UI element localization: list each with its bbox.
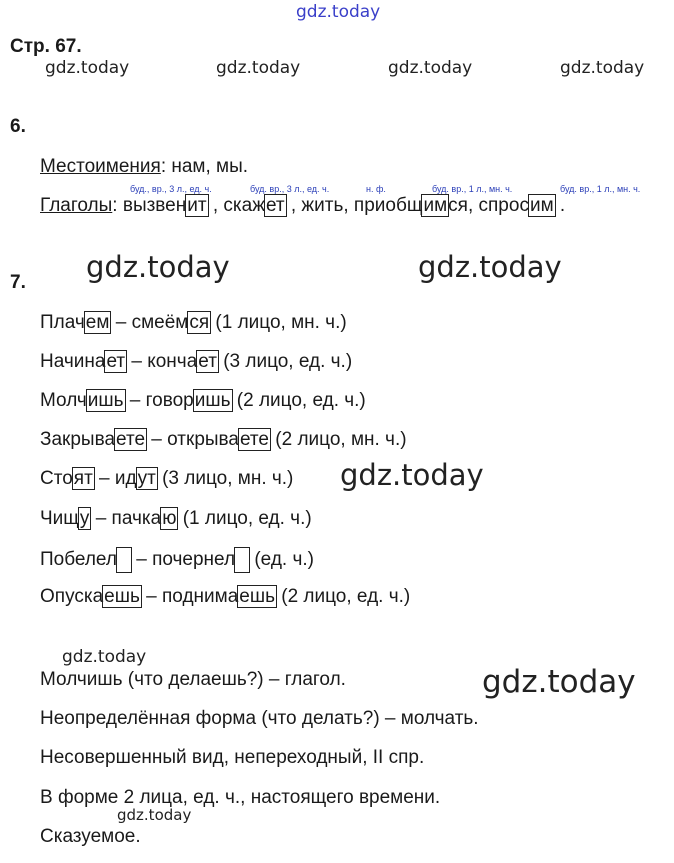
annotation: буд., вр., 3 л., ед. ч.	[130, 184, 212, 194]
verb-stem: вызвен	[122, 195, 187, 216]
ending-box: ишь	[194, 390, 231, 411]
grammar-note: (3 лицо, мн. ч.)	[156, 468, 294, 489]
verb-stem: поднима	[162, 586, 239, 607]
verb	[354, 195, 468, 216]
dash: –	[93, 468, 115, 489]
dash: –	[130, 549, 153, 571]
watermark: gdz.today	[216, 58, 301, 78]
ending-box: ете	[116, 429, 146, 450]
analysis-line: Молчишь (что делаешь?) – глагол.	[40, 669, 346, 690]
watermark-top: gdz.today	[296, 2, 381, 22]
verb-stem: Чищ	[40, 508, 79, 529]
grammar-note: (2 лицо, мн. ч.)	[270, 429, 407, 450]
watermark: gdz.today	[418, 250, 562, 284]
watermark: gdz.today	[45, 58, 130, 78]
ending-box: ет	[198, 351, 217, 372]
dash: –	[110, 312, 132, 333]
grammar-note: (1 лицо, мн. ч.)	[210, 312, 347, 333]
dash: –	[140, 586, 162, 607]
ending-box: ит	[187, 195, 207, 216]
grammar-note: (ед. ч.)	[249, 549, 314, 571]
annotation: н. ф.	[366, 184, 386, 194]
ending-box: им	[423, 195, 448, 216]
annotation: буд. вр., 3 л., ед. ч.	[250, 184, 330, 194]
watermark: gdz.today	[86, 250, 230, 284]
separator: .	[554, 195, 566, 216]
verb-pair-row	[40, 390, 366, 412]
ending-box: ете	[240, 429, 269, 450]
verb-pair-row	[40, 312, 347, 334]
verb-pair-row	[40, 468, 293, 490]
ending-box: ем	[85, 312, 110, 333]
pronouns-label: Местоимения	[40, 156, 161, 177]
verbs-line	[40, 195, 565, 217]
grammar-note: (2 лицо, ед. ч.)	[231, 390, 366, 411]
verb-stem: приобщ	[353, 195, 423, 216]
watermark: gdz.today	[482, 664, 636, 700]
watermark: gdz.today	[560, 58, 645, 78]
verb-stem: Побелел	[40, 549, 117, 571]
task-6-number: 6.	[10, 116, 26, 137]
analysis-line: Неопределённая форма (что делать?) – молчать.	[40, 708, 479, 729]
ending-box: у	[79, 508, 90, 529]
verb-stem: Закрыва	[40, 429, 116, 450]
analysis-line: Несовершенный вид, непереходный, II спр.	[40, 747, 425, 768]
ending-box: ет	[106, 351, 126, 372]
verb-pair-row	[40, 508, 312, 530]
ending-box: ят	[73, 468, 93, 489]
ending-box: им	[529, 195, 554, 216]
verb-stem: Молч	[40, 390, 87, 411]
ending-box	[234, 547, 250, 573]
verb-stem: конча	[147, 351, 198, 372]
verb-stem: Сто	[40, 468, 73, 489]
verb-stem: говор	[145, 390, 194, 411]
ending-box	[116, 547, 132, 573]
watermark: gdz.today	[388, 58, 473, 78]
verb-stem: Опуска	[40, 586, 104, 607]
ending-box: ешь	[239, 586, 275, 607]
verb-pair-row	[40, 547, 314, 573]
separator: ,	[207, 195, 224, 216]
verb	[479, 195, 555, 216]
grammar-note: (1 лицо, ед. ч.)	[177, 508, 312, 529]
page-label: Стр. 67.	[10, 36, 82, 57]
dash: –	[90, 508, 112, 529]
dash: –	[126, 351, 148, 372]
annotation: буд. вр., 1 л., мн. ч.	[432, 184, 513, 194]
verb-stem: смеём	[131, 312, 189, 333]
grammar-note: (3 лицо, ед. ч.)	[217, 351, 353, 372]
verb	[223, 195, 285, 216]
analysis-line: Сказуемое.	[40, 826, 141, 847]
verb-stem: скаж	[223, 195, 265, 216]
task-7-number: 7.	[10, 272, 26, 293]
analysis-line: В форме 2 лица, ед. ч., настоящего времени.	[40, 787, 441, 808]
watermark: gdz.today	[62, 647, 147, 667]
dash: –	[146, 429, 168, 450]
watermark: gdz.today	[117, 806, 192, 824]
ending-box: ся	[189, 312, 210, 333]
verb-stem: спрос	[478, 195, 529, 216]
ending-box: ю	[162, 508, 177, 529]
pronouns-values: : нам, мы.	[160, 156, 249, 177]
verb-stem: Плач	[40, 312, 85, 333]
colon: :	[112, 195, 123, 216]
separator: , жить,	[285, 195, 354, 216]
verb-stem: почернел	[152, 549, 236, 571]
ending-box: ет	[265, 195, 285, 216]
separator: ,	[467, 195, 479, 216]
watermark: gdz.today	[340, 458, 484, 492]
verb-stem: Начина	[40, 351, 106, 372]
ending-box: ешь	[104, 586, 140, 607]
verb	[123, 195, 208, 216]
verb-pair-row	[40, 351, 352, 373]
ending-box: ут	[137, 468, 156, 489]
verb-stem: пачка	[111, 508, 162, 529]
dash: –	[124, 390, 146, 411]
grammar-note: (2 лицо, ед. ч.)	[275, 586, 411, 607]
verb-pair-row	[40, 586, 410, 608]
verb-stem: открыва	[167, 429, 239, 450]
verb-pair-row	[40, 429, 407, 451]
pronouns-line	[40, 156, 248, 178]
annotation: буд. вр., 1 л., мн. ч.	[560, 184, 641, 194]
ending-box: ишь	[87, 390, 124, 411]
verb-suffix: ся	[448, 195, 468, 216]
verb-stem: ид	[114, 468, 137, 489]
verbs-label: Глаголы	[40, 195, 113, 216]
